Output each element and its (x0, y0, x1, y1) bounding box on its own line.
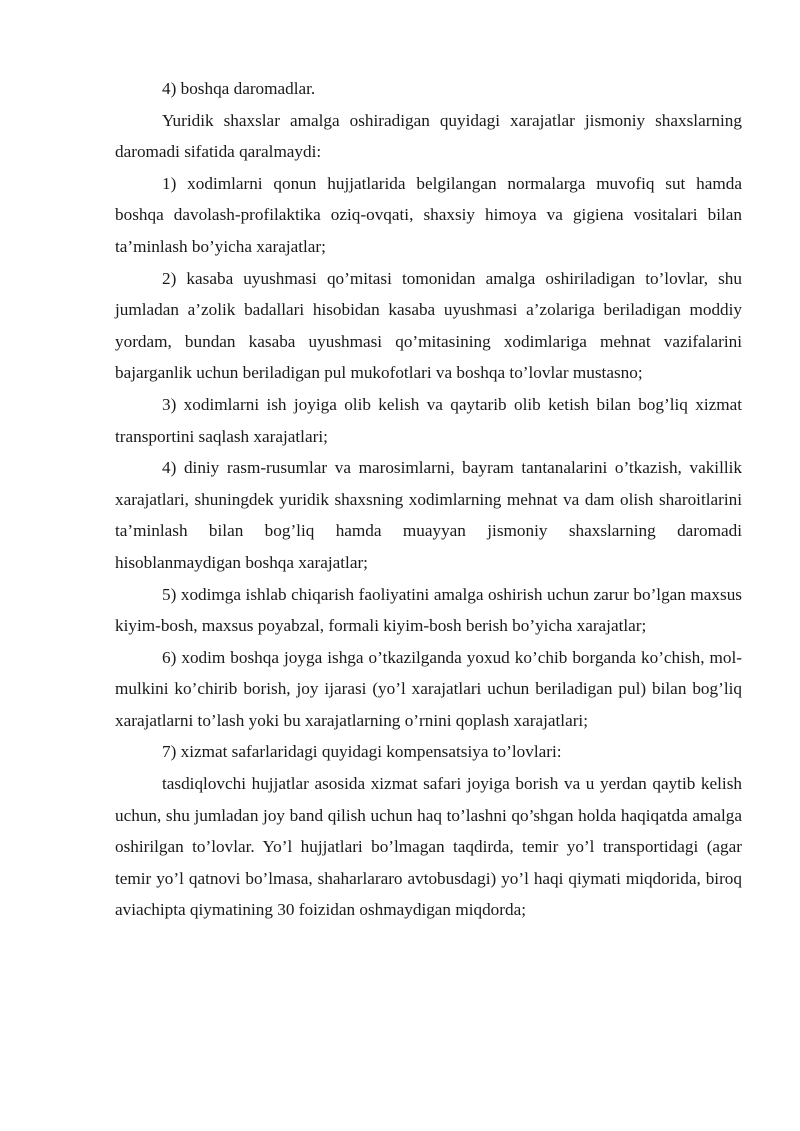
document-page (115, 73, 742, 926)
paragraph-travel-compensation: tasdiqlovchi hujjatlar asosida xizmat safari joyiga borish va u yerdan qaytib kelish uchun, shu jumladan joy band qilish uchun haq to’lashni qo’shgan holda haqiqatda amalga oshirilgan to’lovlar. Yo’l hujjatlari bo’lmagan taqdirda, temir yo’l transportidagi (agar temir yo’l qatnovi bo’lmasa, shaharlararo avtobusdagi) yo’l haqi qiymati miqdorida, biroq aviachipta qiymatining 30 foizidan oshmaydigan miqdorda; (115, 774, 742, 920)
paragraph-item-2: 2) kasaba uyushmasi qo’mitasi tomonidan amalga oshiriladigan to’lovlar, shu jumladan a’zolik badallari hisobidan kasaba uyushmasi a’zolariga beriladigan moddiy yordam, bundan kasaba uyushmasi qo’mitasining xodimlariga mehnat vazifalarini bajarganlik uchun beriladigan pul mukofotlari va boshqa to’lovlar mustasno; (115, 268, 742, 383)
paragraph-item-1: 1) xodimlarni qonun hujjatlarida belgilangan normalarga muvofiq sut hamda boshqa davolash-profilaktika oziq-ovqati, shaxsiy himoya va gigiena vositalari bilan ta’minlash bo’yicha xarajatlar; (115, 173, 742, 256)
paragraph-item-4: 4) diniy rasm-rusumlar va marosimlarni, bayram tantanalarini o’tkazish, vakillik xarajatlari, shuningdek yuridik shaxsning xodimlarning mehnat va dam olish sharoitlarini ta’minlash bilan bog’liq hamda muayyan jismoniy shaxslarning daromadi hisoblanmaydigan boshqa xarajatlar; (115, 458, 742, 572)
paragraph-intro-expenses: Yuridik shaxslar amalga oshiradigan quyidagi xarajatlar jismoniy shaxslarning daromadi sifatida qaralmaydi: (115, 110, 742, 162)
paragraph-item-6: 6) xodim boshqa joyga ishga o’tkazilganda yoxud ko’chib borganda ko’chish, mol-mulkini ko’chirib borish, joy ijarasi (yo’l xarajatlari uchun beriladigan pul) bilan bog’liq xarajatlarni to’lash yoki bu xarajatlarning o’rnini qoplash xarajatlari; (115, 647, 742, 730)
paragraph-other-income: 4) boshqa daromadlar. (162, 79, 316, 98)
paragraph-item-5: 5) xodimga ishlab chiqarish faoliyatini amalga oshirish uchun zarur bo’lgan maxsus kiyim-bosh, maxsus poyabzal, formali kiyim-bosh berish bo’yicha xarajatlar; (115, 584, 742, 636)
paragraph-item-7: 7) xizmat safarlaridagi quyidagi kompensatsiya to’lovlari: (162, 742, 562, 762)
paragraph-item-3: 3) xodimlarni ish joyiga olib kelish va qaytarib olib ketish bilan bog’liq xizmat transportini saqlash xarajatlari; (115, 394, 742, 446)
